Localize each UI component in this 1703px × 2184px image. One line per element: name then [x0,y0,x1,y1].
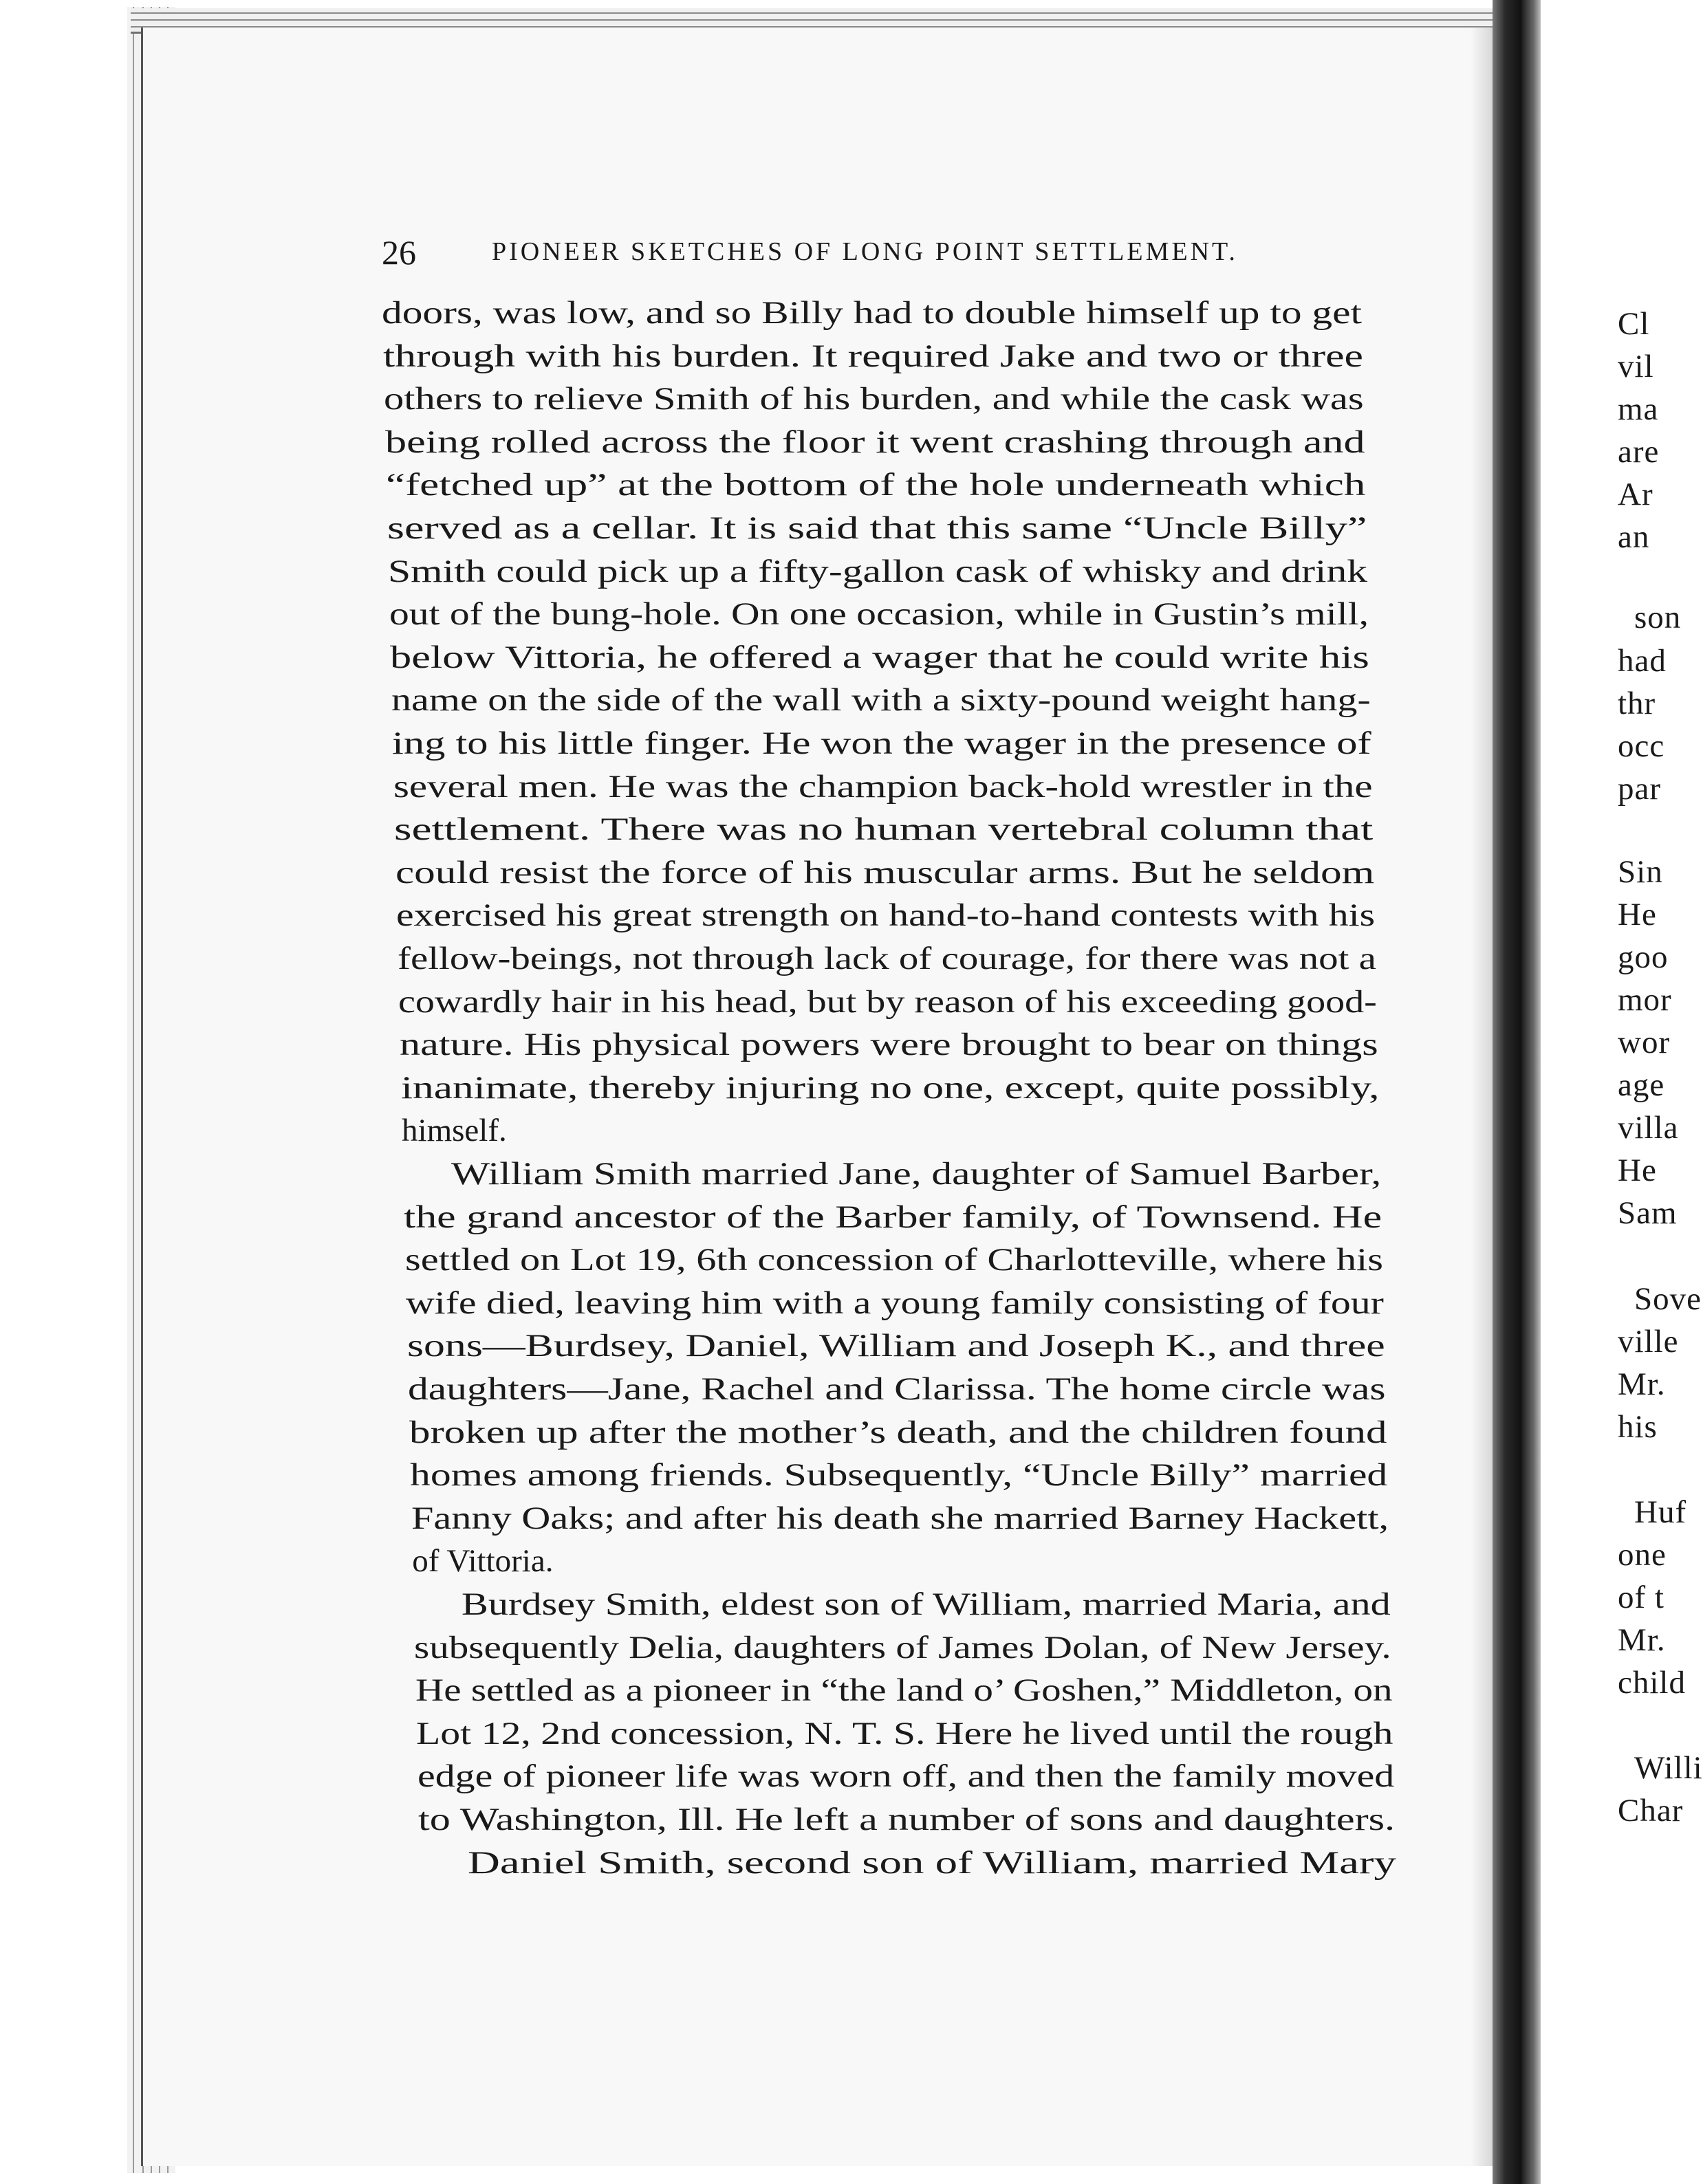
right-page-fragment: villa [1618,1110,1679,1146]
right-page-fragment: vil [1618,349,1654,384]
text-line: below Vittoria, he offered a wager that he could write his [390,639,1370,675]
page-number: 26 [382,233,416,272]
right-page-fragment: Sin [1618,854,1663,890]
text-line: to Washington, Ill. He left a number of sons and daughters. [418,1802,1396,1837]
right-page-fragment: one [1618,1537,1667,1573]
text-line: Burdsey Smith, eldest son of William, married Maria, and [461,1586,1391,1622]
right-page-fragment: Willi [1634,1750,1703,1786]
text-line: name on the side of the wall with a sixty-pound weight hang- [391,682,1371,719]
text-line: “fetched up” at the bottom of the hole underneath which [386,467,1366,503]
text-line: Fanny Oaks; and after his death she married Barney Hackett, [411,1500,1389,1536]
text-line: subsequently Delia, daughters of James Dolan, of New Jersey. [414,1629,1392,1666]
right-page-fragment: Sove [1634,1281,1702,1317]
right-page-fragment: mor [1618,982,1672,1018]
right-page-fragment: Huf [1634,1494,1687,1530]
text-line: doors, was low, and so Billy had to double himself up to get [382,295,1362,331]
text-line: fellow-beings, not through lack of courage, for there was not a [397,941,1376,976]
text-line: nature. His physical powers were brought to bear on things [399,1027,1378,1063]
book-gutter [1493,0,1523,2184]
right-page-fragment: Mr. [1618,1622,1666,1658]
text-line: through with his burden. It required Jake and two or three [382,338,1363,374]
text-line: He settled as a pioneer in “the land o’ Goshen,” Middleton, on [415,1672,1393,1709]
right-page-fragment: Ar [1618,477,1653,512]
right-page-fragment: of t [1618,1580,1664,1615]
text-line: Daniel Smith, second son of William, married Mary [468,1844,1396,1881]
text-line: ing to his little finger. He won the wager in the presence of [392,725,1371,761]
right-page-fragment: are [1618,434,1660,470]
right-page-fragment: an [1618,519,1650,555]
right-page-fragment: thr [1618,686,1656,721]
right-page-fragment: ma [1618,391,1659,427]
right-page-fragment: had [1618,643,1667,679]
right-page-fragment: wor [1618,1025,1671,1060]
text-line: out of the bung-hole. On one occasion, while in Gustin’s mill, [389,596,1369,633]
text-line: sons—Burdsey, Daniel, William and Joseph K., and three [406,1328,1385,1364]
right-page-fragment: par [1618,771,1662,807]
right-page [1541,0,1692,2184]
text-line: the grand ancestor of the Barber family, of Townsend. He [404,1199,1382,1235]
text-line: edge of pioneer life was worn off, and then the family moved [417,1758,1395,1795]
text-line: William Smith married Jane, daughter of Samuel Barber, [451,1156,1381,1192]
right-page-fragment: ville [1618,1324,1679,1359]
right-page-fragment: son [1634,600,1682,635]
text-line: several men. He was the champion back-hold wrestler in the [393,768,1373,805]
text-line: inanimate, thereby injuring no one, except, quite possibly, [400,1069,1379,1106]
right-page-fragment: his [1618,1409,1658,1445]
right-page-fragment: Sam [1618,1195,1678,1231]
running-head: PIONEER SKETCHES OF LONG POINT SETTLEMENT. [492,237,1238,266]
page-header [382,232,1248,271]
text-line: wife died, leaving him with a young family consisting of four [406,1285,1384,1321]
right-page-fragment: occ [1618,728,1665,764]
text-line: himself. [402,1113,507,1149]
text-line: settlement. There was no human vertebral column that [394,811,1374,848]
right-page-fragment: He [1618,1153,1657,1188]
text-line: exercised his great strength on hand-to-hand contests with his [396,897,1376,934]
text-line: daughters—Jane, Rachel and Clarissa. The home circle was [408,1371,1386,1407]
text-line: could resist the force of his muscular arms. But he seldom [395,854,1375,891]
text-line: Lot 12, 2nd concession, N. T. S. Here he lived until the rough [416,1715,1393,1751]
text-line: cowardly hair in his head, but by reason of his exceeding good- [398,983,1378,1020]
right-page-fragment: goo [1618,939,1669,975]
text-line: others to relieve Smith of his burden, and while the cask was [384,381,1364,417]
text-line: broken up after the mother’s death, and the children found [409,1414,1387,1450]
right-page-fragment: age [1618,1067,1665,1103]
text-line: being rolled across the floor it went crashing through and [384,424,1365,460]
text-line: of Vittoria. [412,1543,554,1580]
right-page-fragment: child [1618,1665,1686,1701]
text-line: Smith could pick up a fifty-gallon cask of whisky and drink [388,553,1368,589]
text-line: homes among friends. Subsequently, “Uncle Billy” married [410,1457,1388,1494]
right-page-fragment: Mr. [1618,1366,1666,1402]
text-line: served as a cellar. It is said that this same “Uncle Billy” [387,510,1367,546]
book-gutter-shadow [1521,0,1542,2184]
right-page-fragment: Char [1618,1793,1684,1828]
right-page-fragment: He [1618,897,1657,932]
right-page-fragment: Cl [1618,306,1650,342]
text-line: settled on Lot 19, 6th concession of Charlotteville, where his [404,1242,1383,1278]
